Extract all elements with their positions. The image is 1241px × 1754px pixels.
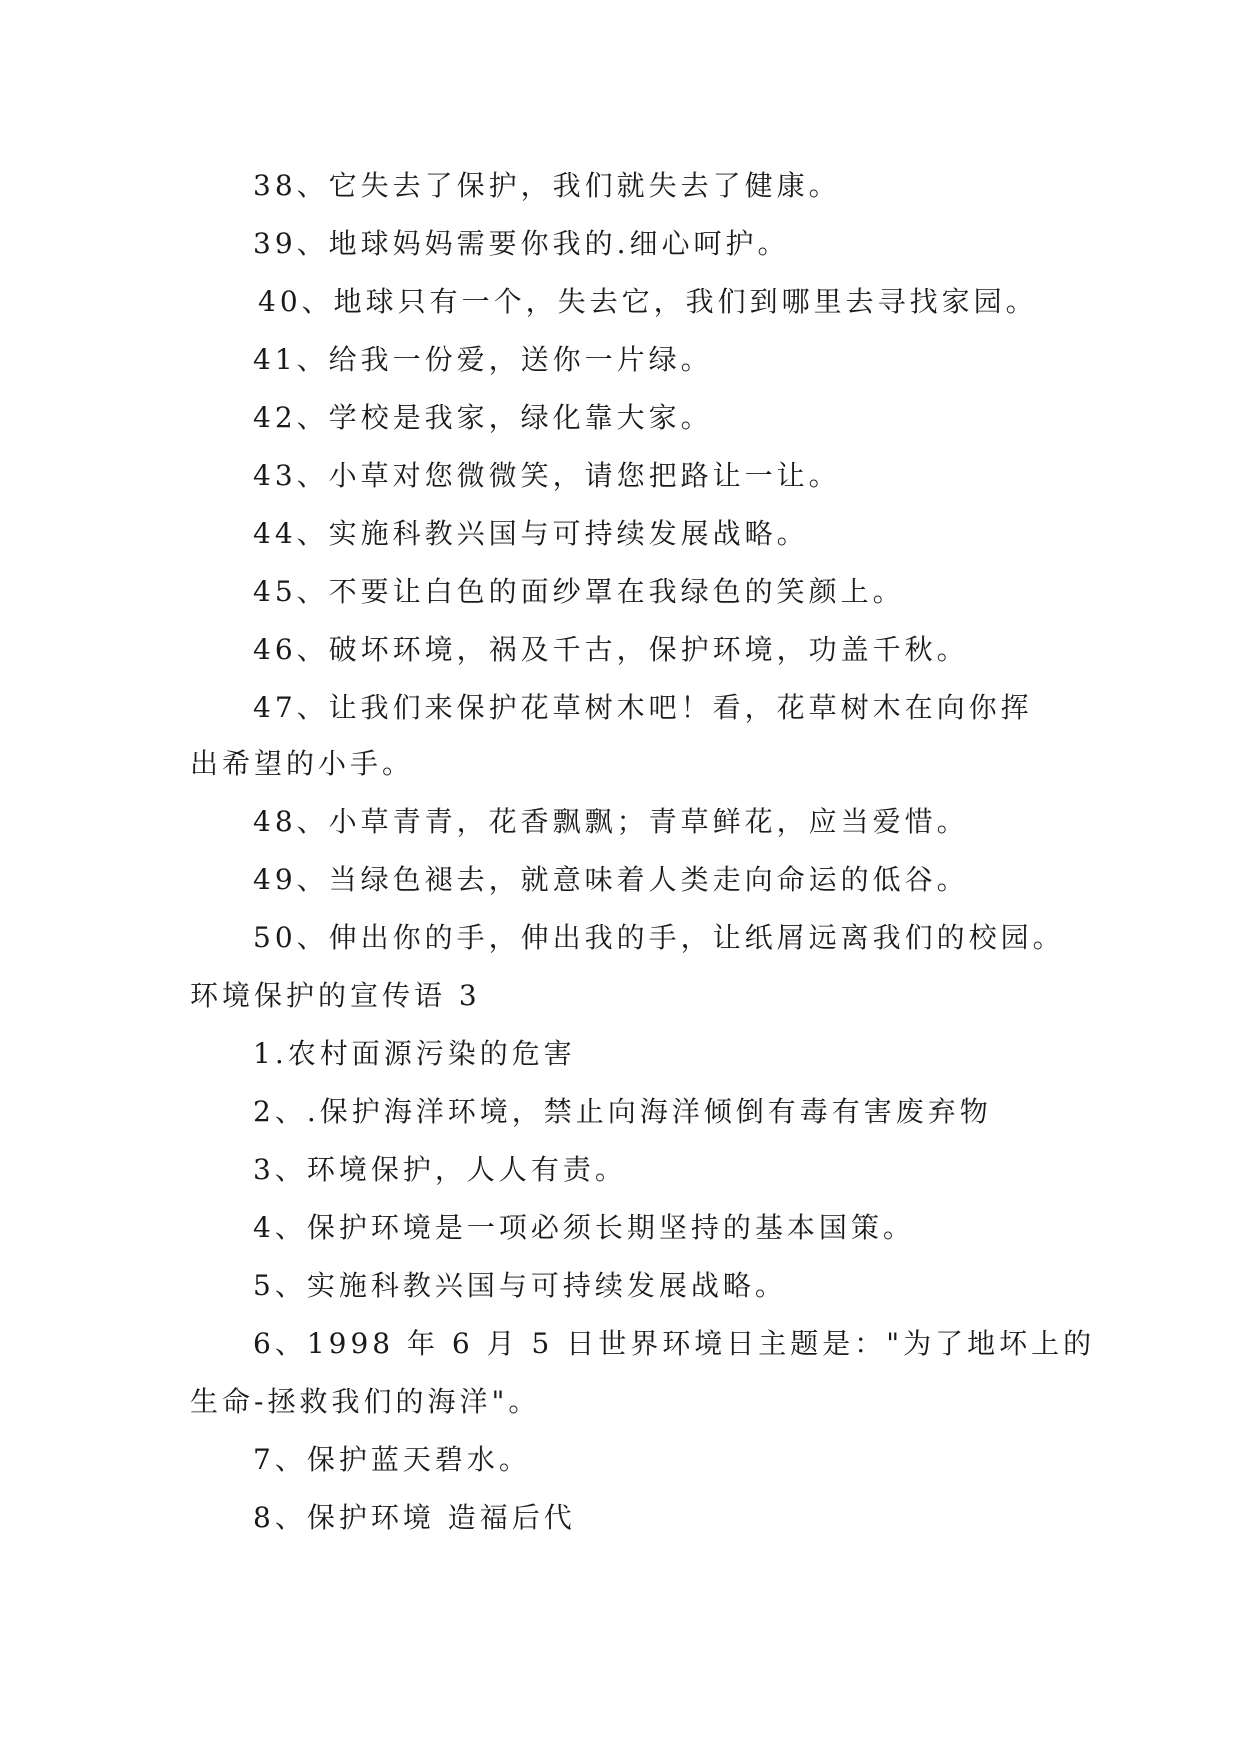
- slogan-45: 45、不要让白色的面纱罩在我绿色的笑颜上。: [253, 575, 905, 608]
- section-heading: 环境保护的宣传语 3: [190, 979, 481, 1012]
- slogan-41: 41、给我一份爱，送你一片绿。: [253, 343, 713, 376]
- slogan-49: 49、当绿色褪去，就意味着人类走向命运的低谷。: [253, 863, 969, 896]
- slogan-46: 46、破坏环境，祸及千古，保护环境，功盖千秋。: [253, 633, 969, 666]
- section3-item-4: 4、保护环境是一项必须长期坚持的基本国策。: [253, 1211, 915, 1244]
- section3-item-6-continuation: 生命-拯救我们的海洋"。: [190, 1385, 541, 1418]
- slogan-48: 48、小草青青，花香飘飘；青草鲜花，应当爱惜。: [253, 805, 969, 838]
- slogan-47: 47、让我们来保护花草树木吧！看，花草树木在向你挥: [253, 691, 1033, 724]
- slogan-39: 39、地球妈妈需要你我的.细心呵护。: [253, 227, 790, 260]
- section3-item-3: 3、环境保护，人人有责。: [253, 1153, 627, 1186]
- section3-item-5: 5、实施科教兴国与可持续发展战略。: [253, 1269, 787, 1302]
- slogan-40: 40、地球只有一个，失去它，我们到哪里去寻找家园。: [258, 285, 1038, 318]
- section3-item-8: 8、保护环境 造福后代: [253, 1501, 576, 1534]
- section3-item-2: 2、.保护海洋环境，禁止向海洋倾倒有毒有害废弃物: [253, 1095, 992, 1128]
- section3-item-7: 7、保护蓝天碧水。: [253, 1443, 531, 1476]
- slogan-38: 38、它失去了保护，我们就失去了健康。: [253, 169, 841, 202]
- section3-item-1: 1.农村面源污染的危害: [253, 1037, 576, 1070]
- slogan-44: 44、实施科教兴国与可持续发展战略。: [253, 517, 809, 550]
- section3-item-6: 6、1998 年 6 月 5 日世界环境日主题是："为了地坏上的: [253, 1327, 1096, 1360]
- slogan-42: 42、学校是我家，绿化靠大家。: [253, 401, 713, 434]
- slogan-43: 43、小草对您微微笑，请您把路让一让。: [253, 459, 841, 492]
- slogan-47-continuation: 出希望的小手。: [190, 747, 415, 780]
- slogan-50: 50、伸出你的手，伸出我的手，让纸屑远离我们的校园。: [253, 921, 1065, 954]
